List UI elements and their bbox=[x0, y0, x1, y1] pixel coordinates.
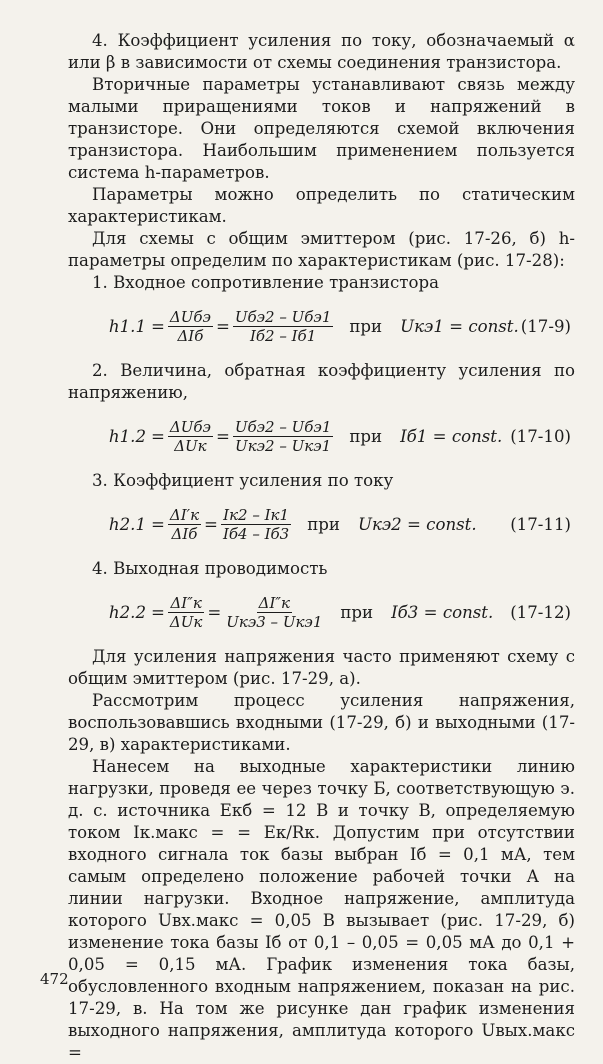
fraction: $\frac{\text{ΔUбэ}}{\text{ΔIб}}$ bbox=[169, 307, 211, 345]
equation-number: (17-12) bbox=[510, 602, 571, 622]
fraction: $\frac{\Delta I''к}{\text{ΔUк}}$ bbox=[169, 593, 203, 631]
fraction: $\frac{\Delta I'к}{\text{ΔIб}}$ bbox=[169, 505, 200, 543]
item-inverse-voltage-gain: 2. Величина, обратная коэффициенту усиления по напряжению, bbox=[68, 361, 575, 402]
paragraph-secondary-params: Вторичные параметры устанавливают связь между малыми приращениями токов и напряжений в транзисторе. Они определяются схемой включения транзистора. Наибольшим применением пользуется система h-параметров. bbox=[68, 75, 575, 182]
paragraph-load-line: Нанесем на выходные характеристики линию нагрузки, проведя ее через точку Б, соответствующую э. д. с. источника Eкб = 12 В и точку В, определяемую током Iк.макс = = Eк/Rк. Допустим при отсутствии входного сигнала ток базы выбран Iб = 0,1 мА, тем самым определено положение рабочей точки А на линии нагрузки. Входное напряжение, амплитуда которого Uвх.макс = 0,05 В вызывает (рис. 17-29, б) изменение тока базы Iб от 0,1 – 0,05 = 0,05 мА до 0,1 + 0,05 = 0,15 мА. График изменения тока базы, обусловленного входным напряжением, показан на рис. 17-29, в. На том же рисунке дан график изменения выходного напряжения, амплитуда которого Uвых.макс = bbox=[68, 757, 575, 1062]
equation-number: (17-11) bbox=[510, 514, 571, 534]
paragraph-process: Рассмотрим процесс усиления напряжения, воспользовавшись входными (17-29, б) и выходными (17-29, в) характеристиками. bbox=[68, 691, 575, 754]
formula-17-11: h2.1 = $\frac{\Delta I'к}{\text{ΔIб}}$ = $\frac{Iк2 - Iк1}{Iб4 - Iб3}$ при Uкэ2 = const. (17-11) bbox=[68, 498, 575, 550]
fraction: $\frac{\Delta I''к}{\text{Uкэ3 – Uкэ1}}$ bbox=[226, 593, 323, 631]
formula-lhs: h2.1 bbox=[108, 514, 146, 534]
item-input-resistance: 1. Входное сопротивление транзистора bbox=[92, 273, 439, 292]
formula-condition: Iб3 = const. bbox=[391, 602, 494, 622]
item-current-gain: 3. Коэффициент усиления по току bbox=[92, 471, 394, 490]
formula-17-12: h2.2 = $\frac{\Delta I''к}{\text{ΔUк}}$ = $\frac{\Delta I''к}{\text{Uкэ3 – Uкэ1}}$ при Iб3 = const. (17-12) bbox=[68, 586, 575, 638]
formula-17-10: h1.2 = $\frac{\text{ΔUбэ}}{\text{ΔUк}}$ = $\frac{\text{Uбэ2 – Uбэ1}}{\text{Uкэ2 – Uкэ1}}$ при Iб1 = const. (17-10) bbox=[68, 410, 575, 462]
fraction: $\frac{\text{Uбэ2 – Uбэ1}}{\text{Uкэ2 – Uкэ1}}$ bbox=[234, 417, 332, 455]
paragraph-static-characteristics: Параметры можно определить по статическим характеристикам. bbox=[68, 185, 575, 226]
item-output-conductance: 4. Выходная проводимость bbox=[92, 559, 328, 578]
equation-number: (17-10) bbox=[510, 426, 571, 446]
formula-lhs: h1.1 bbox=[108, 316, 146, 336]
formula-condition: Uкэ2 = const. bbox=[357, 514, 477, 534]
paragraph-common-emitter: Для схемы с общим эмиттером (рис. 17-26, б) h-параметры определим по характеристикам (рис. 17-28): bbox=[68, 229, 575, 270]
formula-lhs: h2.2 bbox=[108, 602, 146, 622]
fraction: $\frac{\text{ΔUбэ}}{\text{ΔUк}}$ bbox=[169, 417, 211, 455]
formula-17-9: h1.1 = $\frac{\text{ΔUбэ}}{\text{ΔIб}}$ = $\frac{\text{Uбэ2 – Uбэ1}}{Iб2 - Iб1}$ при Uкэ1 = const. (17-9) bbox=[68, 300, 575, 352]
fraction: $\frac{\text{Uбэ2 – Uбэ1}}{Iб2 - Iб1}$ bbox=[234, 307, 332, 345]
formula-condition: Iб1 = const. bbox=[400, 426, 503, 446]
fraction: $\frac{Iк2 - Iк1}{Iб4 - Iб3}$ bbox=[222, 505, 290, 543]
formula-condition: Uкэ1 = const. bbox=[400, 316, 519, 336]
page-number: 472 bbox=[40, 970, 69, 988]
paragraph-alpha-beta: 4. Коэффициент усиления по току, обозначаемый α или β в зависимости от схемы соединения транзистора. bbox=[68, 31, 575, 72]
formula-lhs: h1.2 bbox=[108, 426, 146, 446]
paragraph-voltage-amplification: Для усиления напряжения часто применяют схему с общим эмиттером (рис. 17-29, а). bbox=[68, 647, 575, 688]
equation-number: (17-9) bbox=[520, 316, 571, 336]
